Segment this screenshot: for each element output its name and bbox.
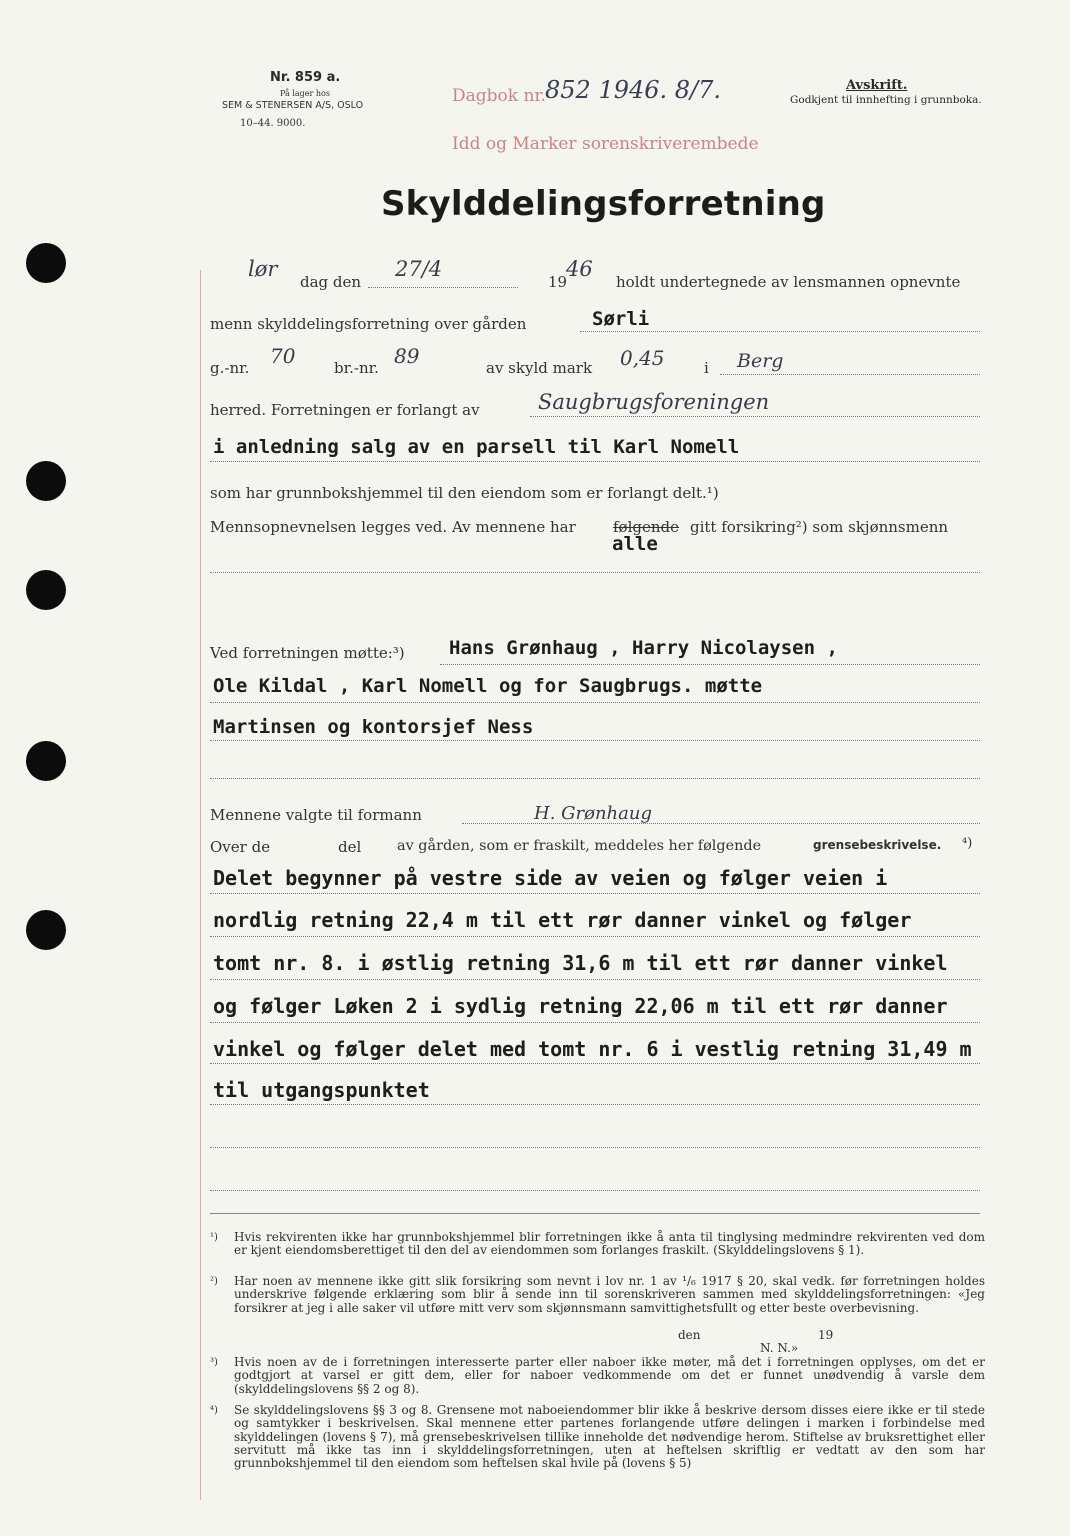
journal-stamp-label: Dagbok nr. bbox=[452, 86, 547, 106]
men-text: menn skylddelingsforretning over gården bbox=[210, 315, 527, 333]
footnote-1 bbox=[210, 1231, 985, 1258]
footnote-text: Hvis rekvirenten ikke har grunnbokshjemmel blir forretningen ikke å anta til tinglysing medmindre rekvirenten ved dom er kjent eiendomsberettiget til den del av eiendommen som forlanges fraskilt. (Skylddelingslovens § 1). bbox=[234, 1230, 985, 1258]
footnote-2-signature: N. N.» bbox=[760, 1341, 799, 1355]
chair-value: H. Grønhaug bbox=[534, 803, 652, 824]
footnote-mark: ⁴) bbox=[210, 1405, 218, 1416]
requester-rule bbox=[530, 416, 980, 417]
requester-value: Saugbrugsforeningen bbox=[538, 390, 770, 414]
reason-line: i anledning salg av en parsell til Karl Nomell bbox=[213, 436, 740, 458]
footnote-mark: ¹) bbox=[210, 1232, 218, 1243]
held-text: holdt undertegnede av lensmannen opnevnte bbox=[616, 273, 961, 291]
footnote-2-den: den bbox=[678, 1328, 701, 1342]
reason-rule bbox=[210, 461, 980, 462]
attendees-rule-2 bbox=[210, 702, 980, 703]
boundary-rule bbox=[210, 1104, 980, 1105]
boundary-line: til utgangspunktet bbox=[213, 1078, 430, 1102]
oath-struck-word: følgende bbox=[613, 518, 679, 536]
footnote-text: Se skylddelingslovens §§ 3 og 8. Grensene mot naboeiendommer blir ikke å beskrive dersom disses eiere ikke er til stede og samtykker i beskrivelsen. Skal mennene etter partenes forlangende utføre delingen i marken i forbindelse med skylddelingen (lovens § 7), må grensebeskrivelsen tillike inneholde det nødvendige herom. Stiftelse av bruksrettighet eller servitutt må ikke tas inn i skylddelingsforretningen, uten at heftelsen skriftlig er vedtatt av den som har grunnbokshjemmel til den eiendom som heftelsen skal hvile på (lovens § 5) bbox=[234, 1403, 985, 1471]
punch-hole bbox=[26, 461, 66, 501]
footnote-3 bbox=[210, 1356, 985, 1396]
footnote-text: Hvis noen av de i forretningen interesserte parter eller naboer ikke møter, må det i forretningen opplyses, om det er godtgjort at varsel er gitt dem, eller for naboer vedkommende om det er funnet unødvendig å varsle dem (skylddelingslovens §§ 2 og 8). bbox=[234, 1355, 985, 1396]
oath-text-b: gitt forsikring²) som skjønnsmenn bbox=[690, 518, 949, 536]
gnr-value: 70 bbox=[270, 344, 296, 368]
boundary-heading: grensebeskrivelse. bbox=[813, 838, 942, 852]
boundary-rule bbox=[210, 1147, 980, 1148]
publisher-line: På lager hos bbox=[280, 89, 330, 98]
margin-line bbox=[200, 270, 201, 1500]
boundary-footnote-mark: ⁴) bbox=[962, 836, 973, 851]
blank-rule bbox=[210, 572, 980, 573]
farm-name: Sørli bbox=[592, 308, 650, 330]
footnote-mark: ³) bbox=[210, 1357, 218, 1368]
document-title: Skylddelingsforretning bbox=[381, 184, 826, 224]
chair-rule bbox=[462, 823, 980, 824]
bnr-label: br.-nr. bbox=[334, 359, 379, 377]
skyld-value: 0,45 bbox=[620, 346, 665, 370]
boundary-line: nordlig retning 22,4 m til ett rør danner vinkel og følger bbox=[213, 908, 912, 932]
boundary-rule bbox=[210, 1190, 980, 1191]
farm-rule bbox=[580, 331, 980, 332]
skyld-label: av skyld mark bbox=[486, 359, 593, 377]
day-label: dag den bbox=[300, 273, 362, 291]
form-number: Nr. 859 a. bbox=[270, 70, 341, 85]
del-label: del bbox=[338, 838, 362, 856]
punch-hole bbox=[26, 910, 66, 950]
chair-label: Mennene valgte til formann bbox=[210, 806, 422, 824]
in-label: i bbox=[704, 359, 709, 377]
weekday-value: lør bbox=[248, 257, 278, 281]
attendees-rule-4 bbox=[210, 778, 980, 779]
court-stamp: Idd og Marker sorenskriverembede bbox=[452, 134, 759, 154]
attendees-line-1: Hans Grønhaug , Harry Nicolaysen , bbox=[449, 637, 838, 659]
attendees-rule-1 bbox=[440, 664, 980, 665]
date-value: 27/4 bbox=[395, 257, 443, 281]
boundary-rule bbox=[210, 893, 980, 894]
approval-note: Godkjent til innhefting i grunnboka. bbox=[790, 94, 982, 106]
oath-all-value: alle bbox=[612, 533, 658, 555]
punch-hole bbox=[26, 570, 66, 610]
date-rule bbox=[368, 287, 518, 288]
attendees-rule-3 bbox=[210, 740, 980, 741]
boundary-line: Delet begynner på vestre side av veien og følger veien i bbox=[213, 866, 888, 890]
boundary-line: vinkel og følger delet med tomt nr. 6 i vestlig retning 31,49 m bbox=[213, 1037, 972, 1061]
punch-hole bbox=[26, 243, 66, 283]
boundary-rule bbox=[210, 936, 980, 937]
boundary-rule bbox=[210, 1022, 980, 1023]
footnote-mark: ²) bbox=[210, 1276, 218, 1287]
boundary-line: tomt nr. 8. i østlig retning 31,6 m til ett rør danner vinkel bbox=[213, 951, 948, 975]
publisher-name: SEM & STENERSEN A/S, OSLO bbox=[222, 100, 364, 111]
year-prefix: 19 bbox=[548, 273, 568, 291]
journal-number: 852 1946. 8/7. bbox=[545, 76, 722, 104]
boundary-line: og følger Løken 2 i sydlig retning 22,06 m til ett rør danner bbox=[213, 994, 948, 1018]
footnote-2 bbox=[210, 1275, 985, 1315]
footnote-separator bbox=[210, 1213, 980, 1214]
herred-text: herred. Forretningen er forlangt av bbox=[210, 401, 480, 419]
boundary-rule bbox=[210, 1063, 980, 1064]
footnote-4 bbox=[210, 1404, 985, 1470]
boundary-intro: av gården, som er fraskilt, meddeles her følgende bbox=[397, 838, 762, 854]
grunnbok-text: som har grunnbokshjemmel til den eiendom som er forlangt delt.¹) bbox=[210, 484, 719, 502]
gnr-label: g.-nr. bbox=[210, 359, 250, 377]
municipality-value: Berg bbox=[737, 350, 784, 372]
municipality-rule bbox=[720, 374, 980, 375]
year-value: 46 bbox=[566, 257, 593, 281]
met-label: Ved forretningen møtte:³) bbox=[210, 644, 405, 662]
attendees-line-3: Martinsen og kontorsjef Ness bbox=[213, 716, 534, 738]
oath-text-a: Mennsopnevnelsen legges ved. Av mennene har bbox=[210, 518, 576, 536]
footnote-2-year: 19 bbox=[818, 1328, 834, 1342]
copy-label: Avskrift. bbox=[846, 78, 908, 93]
punch-hole bbox=[26, 741, 66, 781]
print-run: 10–44. 9000. bbox=[240, 118, 306, 129]
bnr-value: 89 bbox=[394, 344, 420, 368]
footnote-text: Har noen av mennene ikke gitt slik forsikring som nevnt i lov nr. 1 av ¹/₆ 1917 § 20, skal vedk. før forretningen holdes underskrive følgende erklæring som blir å sende inn til sorenskriveren sammen med skylddelingsforretningen: «Jeg forsikrer at jeg i alle saker vil utføre mitt verv som skjønnsmann samvittighetsfullt og etter beste overbevisning. bbox=[234, 1274, 985, 1315]
attendees-line-2: Ole Kildal , Karl Nomell og for Saugbrugs. møtte bbox=[213, 675, 763, 697]
boundary-rule bbox=[210, 979, 980, 980]
over-de-label: Over de bbox=[210, 838, 271, 856]
